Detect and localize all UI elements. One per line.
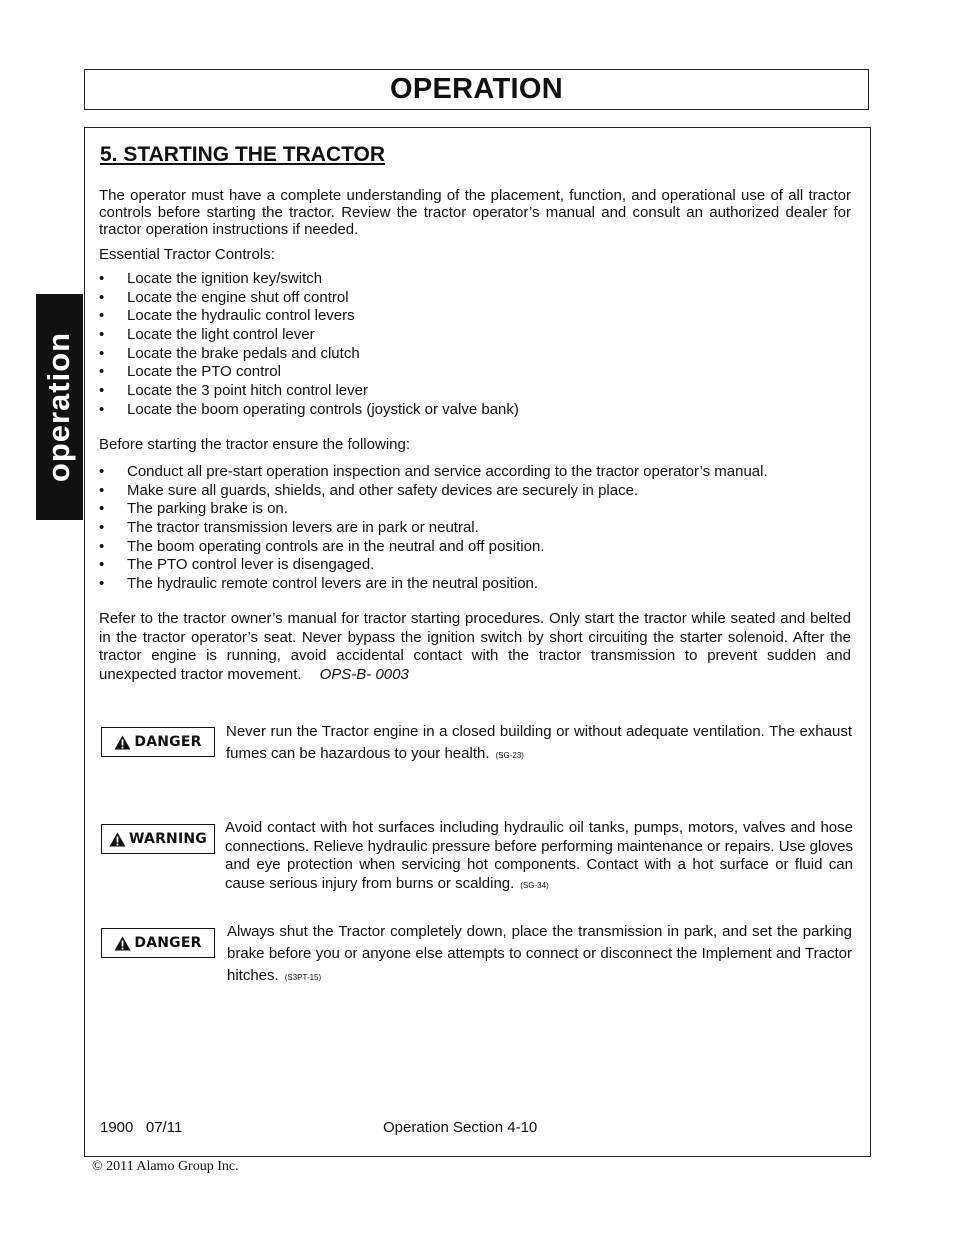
list-item-text: Locate the engine shut off control [127,288,349,306]
before-heading: Before starting the tractor ensure the following: [99,436,411,453]
list-item-text: The hydraulic remote control levers are in the neutral position. [127,575,539,593]
list-item-text: Locate the light control lever [127,326,315,344]
bullet-icon: • [99,326,105,344]
side-tab-label: operation [41,331,77,483]
alert-icon [114,735,131,750]
footer-model-date [100,1119,182,1136]
bullet-icon: • [99,307,105,325]
bullet-icon: • [99,575,105,593]
list-item-text: Locate the 3 point hitch control lever [127,382,368,400]
list-item [99,538,859,557]
safety-message [225,819,853,896]
bullet-icon: • [99,363,105,381]
bullet-icon: • [99,519,105,537]
list-item [99,363,859,382]
copyright-notice: © 2011 Alamo Group Inc. [92,1159,239,1174]
list-item-text: The tractor transmission levers are in park or neutral. [127,519,479,537]
list-item [99,270,859,289]
safety-text: Avoid contact with hot surfaces including hydraulic oil tanks, pumps, motors, valves and hose connections. Relieve hydraulic pressure before performing maintenance or repairs. Use gloves and eye protection when servicing hot components. Contact with a hot surface or fluid can cause serious injury from burns or scalding. [225,819,853,893]
list-item-text: Locate the hydraulic control levers [127,307,355,325]
bullet-icon: • [99,481,105,499]
list-item [99,463,859,482]
safety-text: Never run the Tractor engine in a closed building or without adequate ventilation. The exhaust fumes can be hazardous to your health. [226,723,852,762]
alert-icon [114,936,131,951]
badge-label: DANGER [134,734,202,750]
controls-list [99,270,859,420]
warning-badge [101,824,215,854]
bullet-icon: • [99,344,105,362]
list-item [99,326,859,345]
footer-model-date-text: 1900 07/11 [100,1119,183,1136]
intro-paragraph: The operator must have a complete understanding of the placement, function, and operational use of all tractor controls before starting the tractor. Review the tractor operator’s manual and consult an authorized dealer for tractor operation instructions if needed. [99,187,851,238]
list-item [99,500,859,519]
list-item-text: The boom operating controls are in the neutral and off position. [127,537,545,555]
list-item [99,482,859,501]
side-tab [36,294,83,520]
list-item-text: Locate the PTO control [127,363,281,381]
page-header [84,69,869,110]
safety-code: (SG-34) [520,881,549,891]
badge-label: WARNING [129,831,207,847]
before-list [99,463,859,594]
alert-icon [109,832,126,847]
list-item [99,556,859,575]
safety-message [227,921,852,989]
list-item-text: Locate the boom operating controls (joystick or valve bank) [127,400,519,418]
bullet-icon: • [99,382,105,400]
list-item-text: The parking brake is on. [127,500,288,518]
controls-heading: Essential Tractor Controls: [99,246,275,263]
badge-label: DANGER [134,935,202,951]
section-title: 5. STARTING THE TRACTOR [100,143,386,166]
safety-message [226,721,852,767]
list-item [99,289,859,308]
list-item-text: Make sure all guards, shields, and other safety devices are securely in place. [127,481,639,499]
safety-text: Always shut the Tractor completely down, place the transmission in park, and set the parking brake before you or anyone else attempts to connect or disconnect the Implement and Tractor hitches. [227,923,852,984]
bullet-icon: • [99,463,105,480]
list-item [99,401,859,420]
refer-paragraph [99,610,851,685]
reference-code: OPS-B- 0003 [319,666,409,684]
list-item [99,345,859,364]
list-item [99,519,859,538]
list-item [99,575,859,594]
bullet-icon: • [99,556,105,574]
bullet-icon: • [99,400,105,418]
bullet-icon: • [99,537,105,555]
danger-badge [101,928,215,958]
safety-code: (SG-23) [495,751,524,760]
bullet-icon: • [99,270,105,287]
refer-text: Refer to the tractor owner’s manual for tractor starting procedures. Only start the tractor while seated and belted in the tractor operator’s seat. Never bypass the ignition switch by short circuiting the starter solenoid. After the tractor engine is running, avoid accidental contact with the tractor transmission to prevent sudden and unexpected tractor movement. [99,610,851,684]
list-item-text: Locate the ignition key/switch [127,270,323,287]
footer-section: Operation Section 4-10 [383,1119,538,1136]
list-item-text: The PTO control lever is disengaged. [127,556,375,574]
list-item [99,382,859,401]
bullet-icon: • [99,288,105,306]
safety-code: (S3PT-15) [284,973,322,982]
page-title: OPERATION [390,73,563,105]
danger-badge [101,727,215,757]
bullet-icon: • [99,500,105,518]
list-item-text: Conduct all pre-start operation inspection and service according to the tractor operator’s manual. [127,463,768,480]
list-item [99,307,859,326]
list-item-text: Locate the brake pedals and clutch [127,344,360,362]
